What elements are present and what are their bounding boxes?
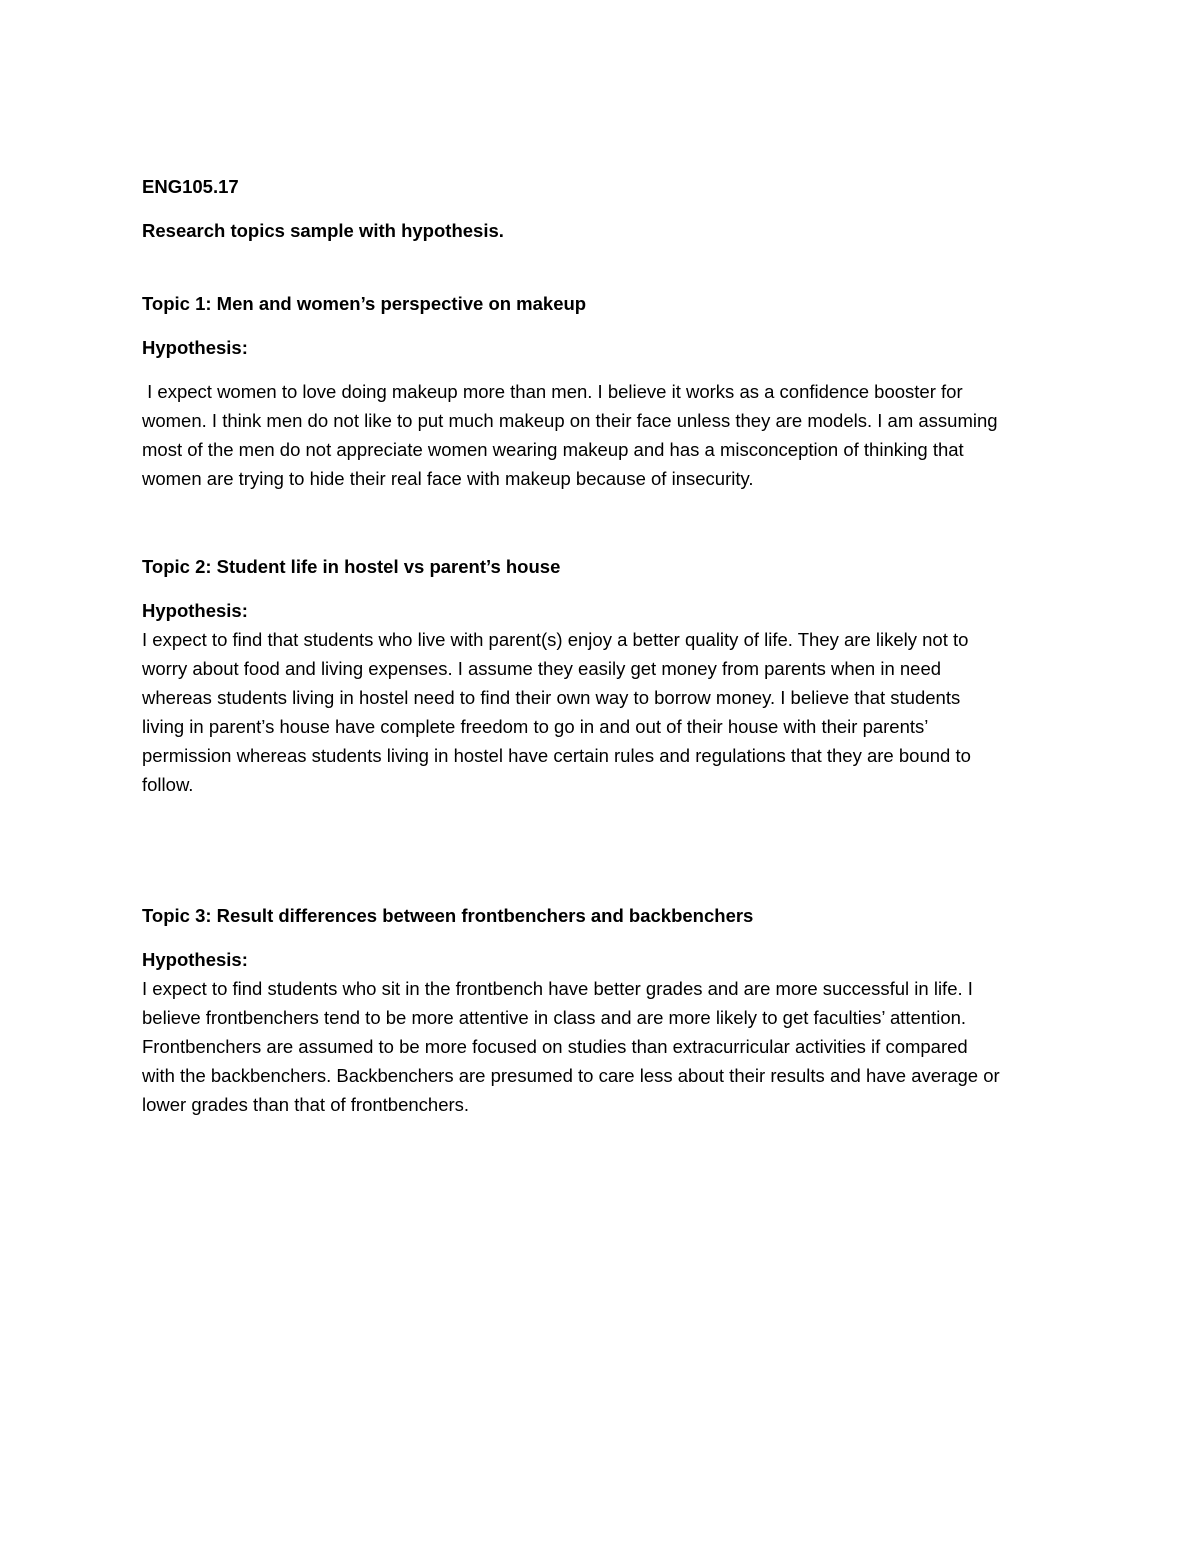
topic-1-hypothesis-label: Hypothesis:: [142, 337, 248, 358]
topic-3-heading: Topic 3: Result differences between frontbenchers and backbenchers: [142, 905, 754, 926]
paragraph-line: permission whereas students living in hostel have certain rules and regulations that they are bound to: [142, 745, 971, 766]
paragraph-line: whereas students living in hostel need to find their own way to borrow money. I believe that students: [142, 687, 961, 708]
course-code: ENG105.17: [142, 176, 239, 197]
paragraph-line: women are trying to hide their real face with makeup because of insecurity.: [142, 468, 754, 489]
topic-2-heading: Topic 2: Student life in hostel vs parent’s house: [142, 556, 561, 577]
paragraph-line: Frontbenchers are assumed to be more focused on studies than extracurricular activities if compared: [142, 1036, 968, 1057]
paragraph-line: worry about food and living expenses. I assume they easily get money from parents when in need: [142, 658, 942, 679]
paragraph-line: follow.: [142, 774, 194, 795]
topic-1-section: [142, 289, 1072, 493]
topic-1-heading: Topic 1: Men and women’s perspective on makeup: [142, 293, 587, 314]
topic-1-hypothesis-text: [142, 377, 1072, 493]
paragraph-line: most of the men do not appreciate women wearing makeup and has a misconception of thinking that: [142, 439, 964, 460]
topic-2-hypothesis-text: [142, 625, 1072, 799]
topic-2-hypothesis-label: Hypothesis:: [142, 600, 248, 621]
paragraph-line: I expect to find students who sit in the frontbench have better grades and are more successful in life. I: [142, 978, 973, 999]
paragraph-line: lower grades than that of frontbenchers.: [142, 1094, 470, 1115]
paragraph-line: believe frontbenchers tend to be more attentive in class and are more likely to get faculties’ attention.: [142, 1007, 967, 1028]
paragraph-line: I expect women to love doing makeup more than men. I believe it works as a confidence booster for: [142, 381, 963, 402]
document-title: Research topics sample with hypothesis.: [142, 220, 504, 241]
paragraph-line: with the backbenchers. Backbenchers are presumed to care less about their results and have average or: [142, 1065, 1000, 1086]
paragraph-line: living in parent’s house have complete freedom to go in and out of their house with their parents’: [142, 716, 929, 737]
topic-3-section: [142, 901, 1072, 1119]
topic-3-hypothesis-text: [142, 974, 1072, 1119]
topic-2-section: [142, 552, 1072, 799]
paragraph-line: women. I think men do not like to put much makeup on their face unless they are models. I am assuming: [142, 410, 998, 431]
paragraph-line: I expect to find that students who live with parent(s) enjoy a better quality of life. They are likely not to: [142, 629, 969, 650]
topic-3-hypothesis-label: Hypothesis:: [142, 949, 248, 970]
document-content: [142, 172, 1072, 1119]
